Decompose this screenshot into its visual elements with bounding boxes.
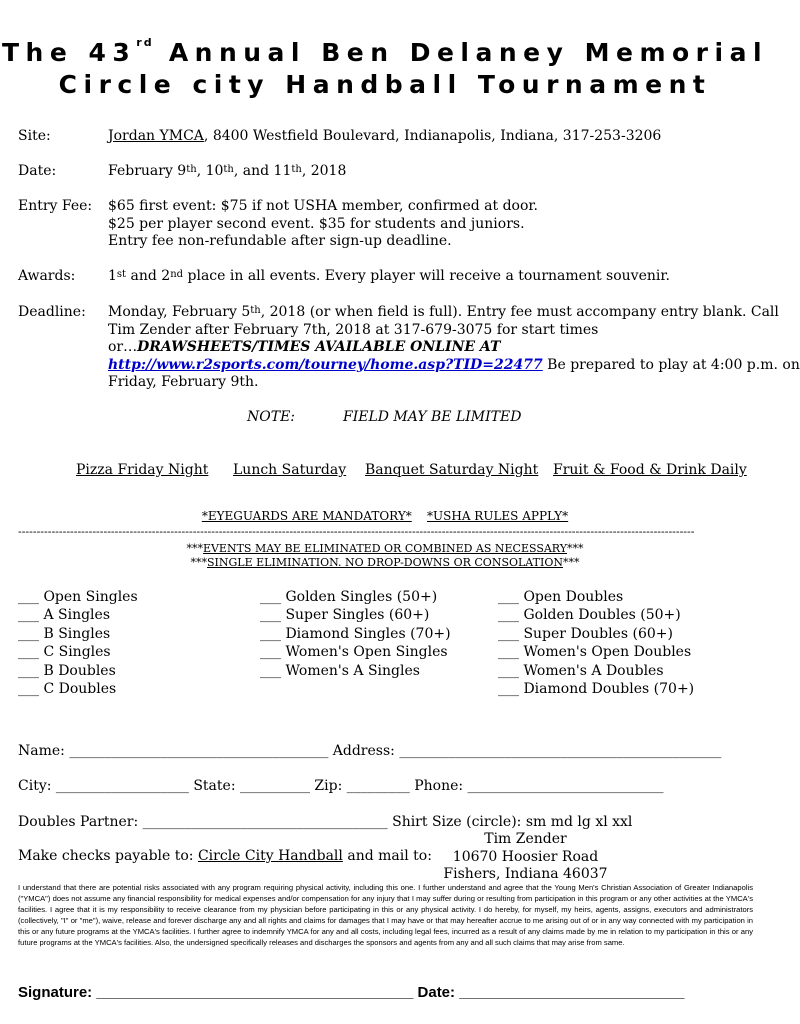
draws-link[interactable]: http://www.r2sports.com/tourney/home.asp?TID=22477 [108,356,543,373]
usha-rule: *USHA RULES APPLY* [427,509,569,523]
awards-value: 1st and 2nd place in all events. Every player will receive a tournament souvenir. [108,268,670,284]
elimination-note: ***EVENTS MAY BE ELIMINATED OR COMBINED AS NECESSARY*** [186,542,584,555]
event-option[interactable]: ___ Golden Doubles (50+) [498,607,681,624]
event-option[interactable]: ___ Golden Singles (50+) [260,589,438,605]
deadline-value: Monday, February 5th, 2018 (or when field is full). Entry fee must accompany entry blank. Call Tim Zender after February 7th, 2018 at 317-679-3075 for start times or…DRAWSHEETS/TIMES AVAILABLE ONLINE AT http://www.r2sports.com/tourney/home.asp?TID=22477 Be prepared to play at 4:00 p.m. on Friday, February 9th. [108,304,800,390]
event-option[interactable]: ___ Open Singles [18,589,138,605]
event-option[interactable]: ___ Women's A Singles [260,662,420,679]
note-text: FIELD MAY BE LIMITED [343,409,522,425]
awards-label: Awards: [18,268,76,284]
event-option[interactable]: ___ C Singles [18,644,111,661]
event-option[interactable]: ___ B Doubles [18,662,116,679]
event-option[interactable]: ___ C Doubles [18,681,117,698]
event-option[interactable]: ___ Women's Open Doubles [498,644,692,661]
city-state-zip-phone-fields[interactable]: City: ___________________ State: __________ Zip: _________ Phone: ____________________________ [18,778,664,794]
lunch-saturday: Lunch Saturday [233,462,347,478]
eyeguards-rule: *EYEGUARDS ARE MANDATORY* [201,509,412,523]
banquet-saturday: Banquet Saturday Night [365,462,539,478]
liability-waiver: I understand that there are potential risks associated with any program requiring physical activity, including this one. I further understand and agree that the Young Men's Christian Association of Greater Indianapolis ("YMCA") does not assume any financial responsibility for medical expenses and/or compensation for any injury that I may suffer during or resulting from participation in this program or any other activities at the YMCA's facilities. I agree that it is my responsibility to receive clearance from my physician before participating in this or any physical activity. I do hereby, for myself, my heirs, agents, assigns, executors and administrators (collectively, "I" or "me"), waive, release and forever discharge any and all rights and claims for damages that I may have or that may hereafter accrue to me arising out of or in any way connected with my participation in this or any future programs at the YMCA's facilities. I further agree to indemnify YMCA for any and all costs, including legal fees, incurred as a result of any claims made by me in relation to my participation in this or any future programs at the YMCA's facilities. Also, the undersigned specifically releases and discharges the sponsors and agents from any and all such claims that may arise from same. [18,883,753,947]
note-label: NOTE: [247,409,296,425]
event-option[interactable]: ___ Super Singles (60+) [260,607,430,624]
payment-instructions: Make checks payable to: Circle City Handball and mail to: [18,848,432,864]
title-line-1: The 43rd Annual Ben Delaney Memorial [1,36,769,67]
event-option[interactable]: ___ Diamond Doubles (70+) [498,681,695,698]
date-value: February 9th, 10th, and 11th, 2018 [108,163,347,179]
site-value: Jordan YMCA, 8400 Westfield Boulevard, Indianapolis, Indiana, 317-253-3206 [108,128,662,144]
name-address-fields[interactable]: Name: _____________________________________ Address: ______________________________________________ [18,743,722,759]
venue-link[interactable]: Jordan YMCA [108,128,204,144]
single-elimination-note: ***SINGLE ELIMINATION. NO DROP-DOWNS OR CONSOLATION*** [190,556,580,569]
event-option[interactable]: ___ B Singles [18,625,111,642]
dashed-divider: -------------------------------------------------------------------------------------------------------------------------------------------------------------------------------------- [18,525,695,538]
site-label: Site: [18,128,51,144]
events-column-1 [18,588,138,698]
event-option[interactable]: ___ Diamond Singles (70+) [260,625,451,642]
event-option[interactable]: ___ Super Doubles (60+) [498,625,673,642]
event-option[interactable]: ___ Women's A Doubles [498,662,664,679]
event-option[interactable]: ___ Women's Open Singles [260,644,448,661]
partner-shirt-fields[interactable]: Doubles Partner: ___________________________________ Shirt Size (circle): sm md lg xl xxl [18,814,633,830]
pizza-friday: Pizza Friday Night [76,462,209,478]
mailing-address: Tim Zender 10670 Hoosier Road Fishers, Indiana 46037 [443,831,608,882]
entry-fee-label: Entry Fee: [18,198,93,214]
date-label: Date: [18,163,57,179]
title-line-2: Circle city Handball Tournament [58,70,712,99]
entry-fee-value: $65 first event: $75 if not USHA member, confirmed at door. $25 per player second event. $35 for students and juniors. Entry fee non-refundable after sign-up deadline. [108,198,538,249]
signature-date-fields[interactable]: Signature: ______________________________________ Date: ___________________________ [18,984,685,1001]
event-option[interactable]: ___ Open Doubles [498,589,624,605]
events-column-3 [498,588,694,698]
deadline-label: Deadline: [18,304,86,320]
event-option[interactable]: ___ A Singles [18,607,111,624]
events-column-2 [260,588,451,680]
rules-line [0,509,770,523]
fruit-food-drink: Fruit & Food & Drink Daily [553,462,747,478]
